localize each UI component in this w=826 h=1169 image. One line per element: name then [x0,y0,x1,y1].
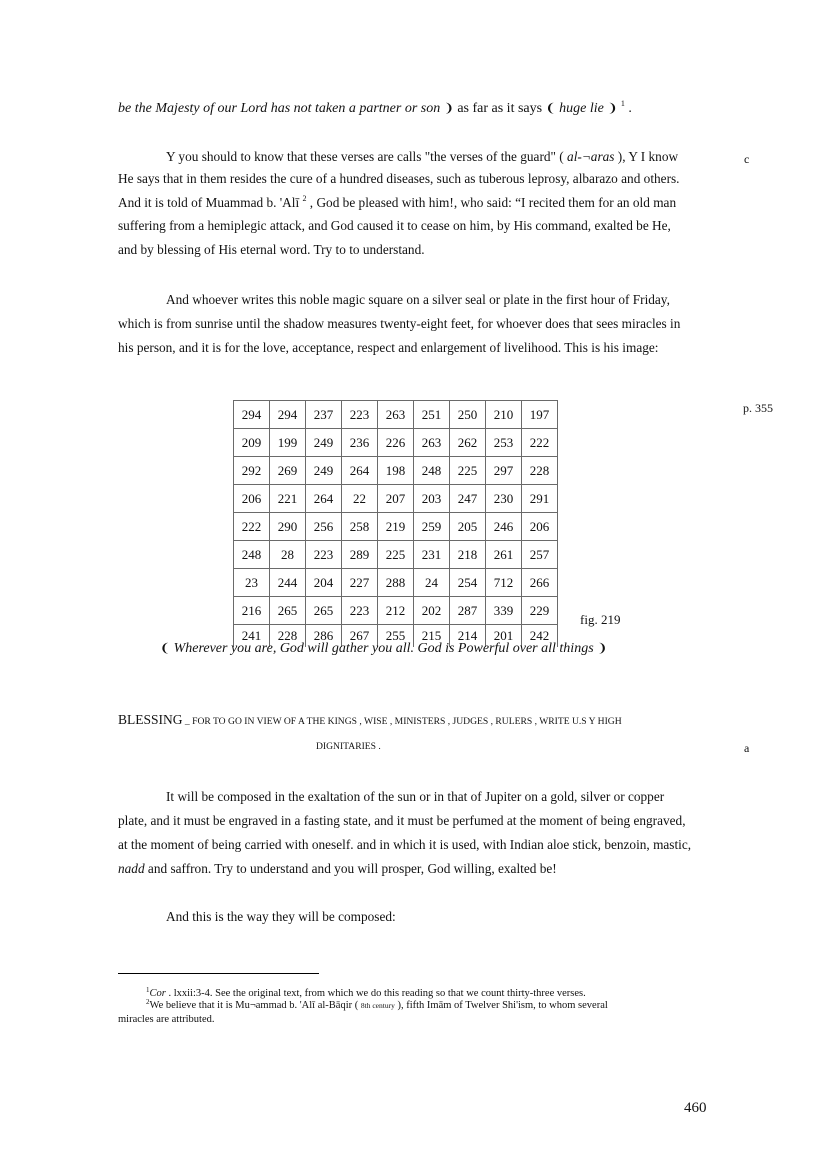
p1-line5: and by blessing of His eternal word. Try to to understand. [118,242,425,257]
square-cell: 231 [414,541,450,569]
square-cell: 290 [270,513,306,541]
square-cell: 216 [234,597,270,625]
footnote-2-marker: 2 [146,998,150,1006]
square-cell: 712 [486,569,522,597]
square-cell: 249 [306,457,342,485]
square-cell: 289 [342,541,378,569]
square-cell: 265 [270,597,306,625]
margin-note-a: a [744,741,750,755]
table-row [234,569,558,597]
square-cell: 294 [234,401,270,429]
top-line-quote: huge lie [555,101,608,116]
square-cell: 203 [414,485,450,513]
footnote-ref-1[interactable]: 1 [620,99,625,108]
square-cell: 218 [450,541,486,569]
square-cell: 212 [378,597,414,625]
table-row [234,457,558,485]
square-cell: 198 [378,457,414,485]
footnote-separator [118,973,319,974]
figure-caption: fig. 219 [580,612,621,627]
footnote-2-continuation: miracles are attributed. [118,1014,215,1025]
square-cell: 269 [270,457,306,485]
square-cell: 262 [450,429,486,457]
square-cell: 22 [342,485,378,513]
top-line [118,100,632,117]
square-cell: 263 [378,401,414,429]
square-cell: 246 [486,513,522,541]
square-cell: 201 [486,625,522,648]
footnote-2-text-after: ), fifth Imām of Twelver Shi'ism, to whom several [394,1000,608,1011]
square-cell: 228 [522,457,558,485]
footnote-ref-2[interactable]: 2 [302,194,307,203]
square-cell: 230 [486,485,522,513]
square-cell: 259 [414,513,450,541]
p1-term-al-aras: al-¬aras [567,149,615,164]
page-number: 460 [684,1100,707,1116]
square-cell: 214 [450,625,486,648]
open-bracket: ❨ [160,641,171,655]
heading-title: BLESSING [118,712,183,727]
square-cell: 263 [414,429,450,457]
p1-line2: He says that in them resides the cure of a hundred diseases, such as tuberous leprosy, albarazo and others. [118,171,680,186]
top-line-middle: as far as it says [453,101,546,116]
magic-square-table [233,400,558,647]
heading-subtitle-line2: DIGNITARIES . [316,741,381,752]
square-cell: 221 [270,485,306,513]
square-cell: 223 [306,541,342,569]
p1-line1 [166,149,710,165]
square-cell: 286 [306,625,342,648]
square-cell: 207 [378,485,414,513]
p3-term-nadd: nadd [118,861,145,876]
square-cell: 205 [450,513,486,541]
p3-line4-text: and saffron. Try to understand and you will prosper, God willing, exalted be! [144,861,557,876]
heading-separator: _ [182,716,193,727]
verse-line [160,640,607,657]
table-row [234,429,558,457]
table-row [234,401,558,429]
p3-line4 [118,861,710,877]
square-cell: 266 [522,569,558,597]
p1-line4: suffering from a hemiplegic attack, and God caused it to cease on him, by His command, exalted be He, [118,218,671,233]
p1-line3 [118,195,710,211]
square-cell: 291 [522,485,558,513]
square-cell: 248 [234,541,270,569]
square-cell: 297 [486,457,522,485]
p2-line2: which is from sunrise until the shadow measures twenty-eight feet, for whoever does that sees miracles in [118,316,681,331]
top-line-end: . [624,101,632,116]
square-cell: 236 [342,429,378,457]
square-cell: 256 [306,513,342,541]
square-cell: 227 [342,569,378,597]
square-cell: 261 [486,541,522,569]
table-row [234,485,558,513]
square-cell: 248 [414,457,450,485]
square-cell: 287 [450,597,486,625]
p3-line2: plate, and it must be engraved in a fasting state, and it must be perfumed at the moment of being engraved, [118,813,686,828]
footnote-1-text: . lxxii:3-4. See the original text, from which we do this reading so that we count thirty-three verses. [165,988,586,999]
square-cell: 23 [234,569,270,597]
heading-subtitle-line1: FOR TO GO IN VIEW OF A THE KINGS , WISE , MINISTERS , JUDGES , RULERS , WRITE U.S Y HIGH [192,716,622,727]
square-cell: 339 [486,597,522,625]
square-cell: 254 [450,569,486,597]
square-cell: 223 [342,401,378,429]
top-line-italic: be the Majesty of our Lord has not taken a partner or son [118,101,441,116]
table-row [234,513,558,541]
square-cell: 264 [342,457,378,485]
square-cell: 28 [270,541,306,569]
p2-line3: his person, and it is for the love, acceptance, respect and enlargement of livelihood. This is his image: [118,340,659,355]
square-cell: 24 [414,569,450,597]
p3-line1: It will be composed in the exaltation of the sun or in that of Jupiter on a gold, silver or copper [166,789,665,804]
square-cell: 225 [378,541,414,569]
margin-note-c: c [744,152,750,166]
square-cell: 247 [450,485,486,513]
table-row [234,597,558,625]
square-cell: 209 [234,429,270,457]
p3-line3: at the moment of being carried with oneself. and in which it is used, with Indian aloe stick, benzoin, mastic, [118,837,692,852]
square-cell: 249 [306,429,342,457]
square-cell: 197 [522,401,558,429]
square-cell: 219 [378,513,414,541]
close-bracket: ❩ [597,641,608,655]
square-cell: 223 [342,597,378,625]
square-cell: 251 [414,401,450,429]
square-cell: 229 [522,597,558,625]
square-cell: 241 [234,625,270,648]
square-cell: 237 [306,401,342,429]
close-bracket: ❩ [443,101,454,115]
square-cell: 222 [522,429,558,457]
square-cell: 267 [342,625,378,648]
square-cell: 206 [522,513,558,541]
square-cell: 264 [306,485,342,513]
square-cell: 206 [234,485,270,513]
square-cell: 204 [306,569,342,597]
square-cell: 226 [378,429,414,457]
square-cell: 210 [486,401,522,429]
square-cell: 199 [270,429,306,457]
p4-line1: And this is the way they will be composed: [166,909,396,924]
p1-line3-after: , God be pleased with him!, who said: “I recited them for an old man [306,195,677,210]
p1-line1-after: ), Y I know [614,149,679,164]
section-heading [118,712,622,730]
p2-line1: And whoever writes this noble magic square on a silver seal or plate in the first hour of Friday, [166,292,670,307]
square-cell: 294 [270,401,306,429]
square-cell: 253 [486,429,522,457]
square-cell: 228 [270,625,306,648]
square-cell: 255 [378,625,414,648]
p1-line1-text: Y you should to know that these verses are calls "the verses of the guard" ( [166,149,568,164]
square-cell: 222 [234,513,270,541]
square-cell: 258 [342,513,378,541]
footnote-2-century: 8th century [360,1001,395,1010]
open-bracket: ❨ [545,101,556,115]
square-cell: 244 [270,569,306,597]
close-bracket: ❩ [607,101,618,115]
square-cell: 250 [450,401,486,429]
footnote-1-source: Cor [149,988,166,999]
margin-note-page-ref: p. 355 [743,401,773,415]
footnote-2 [146,999,608,1012]
square-cell: 265 [306,597,342,625]
footnote-1-marker: 1 [146,986,150,994]
square-cell: 288 [378,569,414,597]
table-row [234,541,558,569]
square-cell: 257 [522,541,558,569]
square-cell: 202 [414,597,450,625]
footnote-2-text: We believe that it is Mu¬ammad b. 'Alī al-Bāqir ( [149,1000,361,1011]
square-cell: 292 [234,457,270,485]
square-cell: 242 [522,625,558,648]
verse-text: Wherever you are, God will gather you all. God is Powerful over all things [170,641,598,656]
square-cell: 215 [414,625,450,648]
square-cell: 225 [450,457,486,485]
p1-line3-text: And it is told of Muammad b. 'Alī [118,195,303,210]
